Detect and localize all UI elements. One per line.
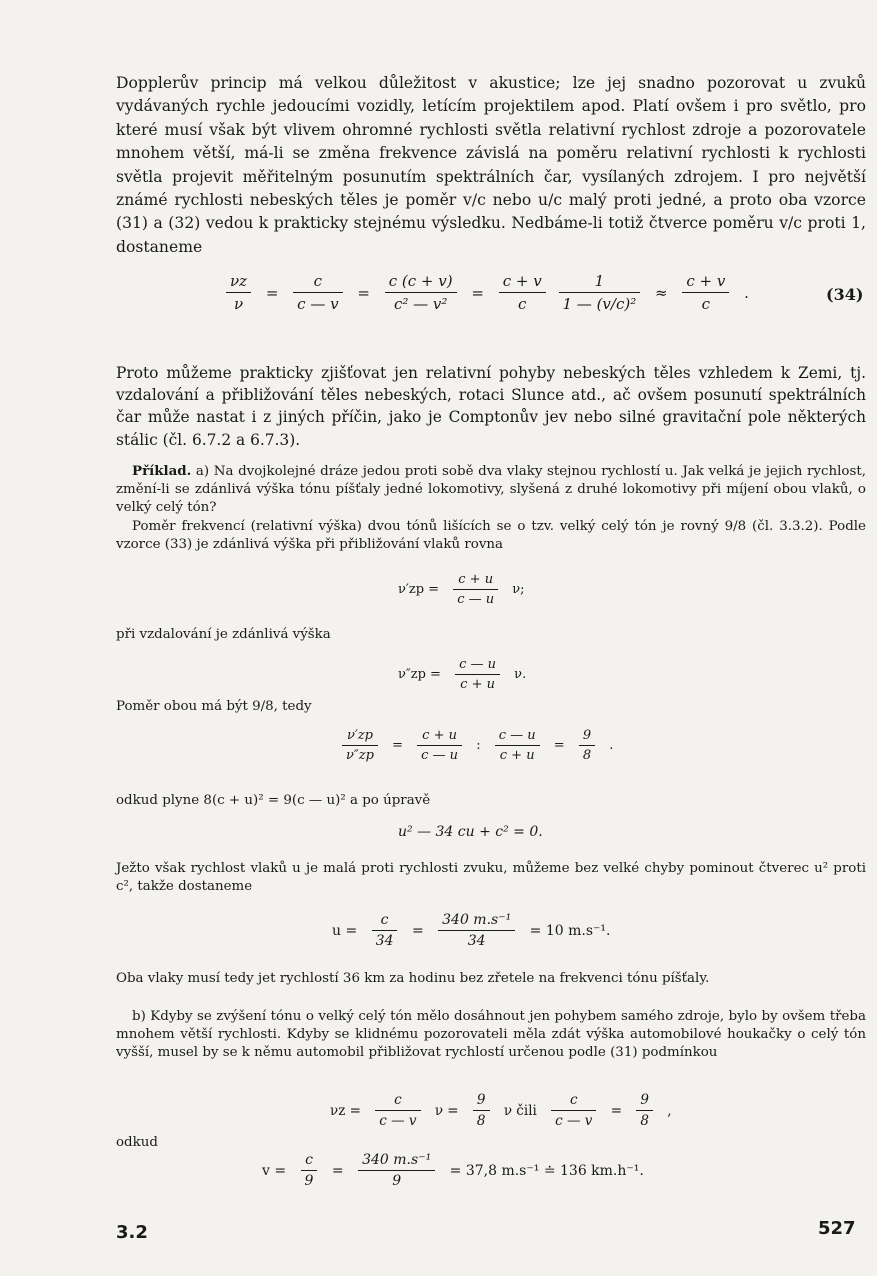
equation-approach: ν′zp = $\frac{c + u}{c — u}$ ν;	[398, 572, 525, 607]
whence-text: odkud plyne 8(c + u)² = 9(c — u)² a po úpravě	[116, 793, 431, 808]
part-b-paragraph: b) Kdyby se zvýšení tónu o velký celý tón mělo dosáhnout jen pohybem samého zdroje, bylo by ovšem třeba mnohem větší rychlosti. Kdyby se klidnému pozorovateli měla zdát výška automobilové houkačky o celý tón vyšší, musel by se k němu automobil přibližovat rychlostí určenou podle (31) podmínkou	[116, 1009, 866, 1061]
ratio98-text: Poměr obou má být 9/8, tedy	[116, 699, 312, 714]
example-paragraph	[116, 462, 866, 518]
receding-text: při vzdalování je zdánlivá výška	[116, 627, 331, 642]
equation-quadratic: u² — 34 cu + c² = 0.	[398, 824, 543, 840]
equation-nu: νz = $\frac{c}{c — v}$ ν = $\frac{9}{8}$ ν čili $\frac{c}{c — v}$ = $\frac{9}{8}$ ,	[330, 1092, 672, 1129]
whence2-text: odkud	[116, 1135, 158, 1150]
section-number: 3.2	[116, 1222, 148, 1243]
ratio-paragraph: Poměr frekvencí (relativní výška) dvou tónů lišících se o tzv. velký celý tón je rovný 9/8 (čl. 3.3.2). Podle vzorce (33) je zdánlivá výška při přibližování vlaků rovna	[116, 519, 866, 553]
example-label: Příklad.	[132, 463, 192, 479]
example-text: a) Na dvojkolejné dráze jedou proti sobě dva vlaky stejnou rychlostí u. Jak velká je jejich rychlost, změní-li se zdánlivá výška tónu píšťaly jedné lokomotivy, slyšená z druhé lokomotivy při míjení obou vlaků, o velký celý tón?	[116, 464, 866, 516]
proto-paragraph: Proto můžeme prakticky zjišťovat jen relativní pohyby nebeských těles vzhledem k Zemi, tj. vzdalování a přibližování těles nebeských, rotaci Slunce atd., ač ovšem posunutí spektrálních čar může nastat i z jiných příčin, jako je Comptonův jev nebo silné gravitační pole některých stálic (čl. 6.7.2 a 6.7.3).	[116, 364, 866, 449]
equation-v: v = $\frac{c}{9}$ = $\frac{\text{340 m.s⁻¹}}{9}$ = 37,8 m.s⁻¹ ≐ 136 km.h⁻¹.	[262, 1152, 644, 1189]
page-number: 527	[818, 1218, 856, 1239]
equation-ratio: $\frac{\nu'zp}{\nu''zp}$ = $\frac{c + u}{c — u}$ : $\frac{c — u}{c + u}$ = $\frac{9}{8}$ .	[338, 728, 619, 763]
intro-paragraph: Dopplerův princip má velkou důležitost v akustice; lze jej snadno pozorovat u zvuků vydávaných rychle jedoucími vozidly, letícím projektilem apod. Platí ovšem i pro světlo, pro které musí však být vlivem ohromné rychlosti světla relativní rychlost zdroje a pozorovatele mnohem větší, má-li se změna frekvence závislá na poměru relativní rychlosti k rychlosti světla projevit měřitelným posunutím spektrálních čar, vysílaných zdrojem. I pro největší známé rychlosti nebeských těles je poměr v/c nebo u/c malý proti jedné, a proto oba vzorce (31) a (32) vedou k prakticky stejnému výsledku. Nedbáme-li totiž čtverce poměru v/c proti 1, dostaneme	[116, 74, 866, 256]
equation-u: u = $\frac{c}{34}$ = $\frac{\text{340 m.s⁻¹}}{34}$ = 10 m.s⁻¹.	[332, 912, 611, 949]
equation-label: (34)	[826, 285, 864, 304]
equation-34: $\frac{\nu z}{\nu}$ = $\frac{c}{c — v}$ = $\frac{c (c + v)}{\text{c² — v²}}$ = $\frac{c + v}{c}$ $\frac{1}{\text{1 — (v/c)²}}$ ≈ $\frac{c + v}{c}$ .	[222, 272, 755, 313]
equation-recede: ν″zp = $\frac{c — u}{c + u}$ ν.	[398, 657, 527, 692]
both-trains-paragraph: Oba vlaky musí tedy jet rychlostí 36 km za hodinu bez zřetele na frekvenci tónu píšťaly.	[116, 971, 710, 986]
since-paragraph: Ježto však rychlost vlaků u je malá proti rychlosti zvuku, můžeme bez velké chyby pominout čtverec u² proti c², takže dostaneme	[116, 861, 866, 895]
